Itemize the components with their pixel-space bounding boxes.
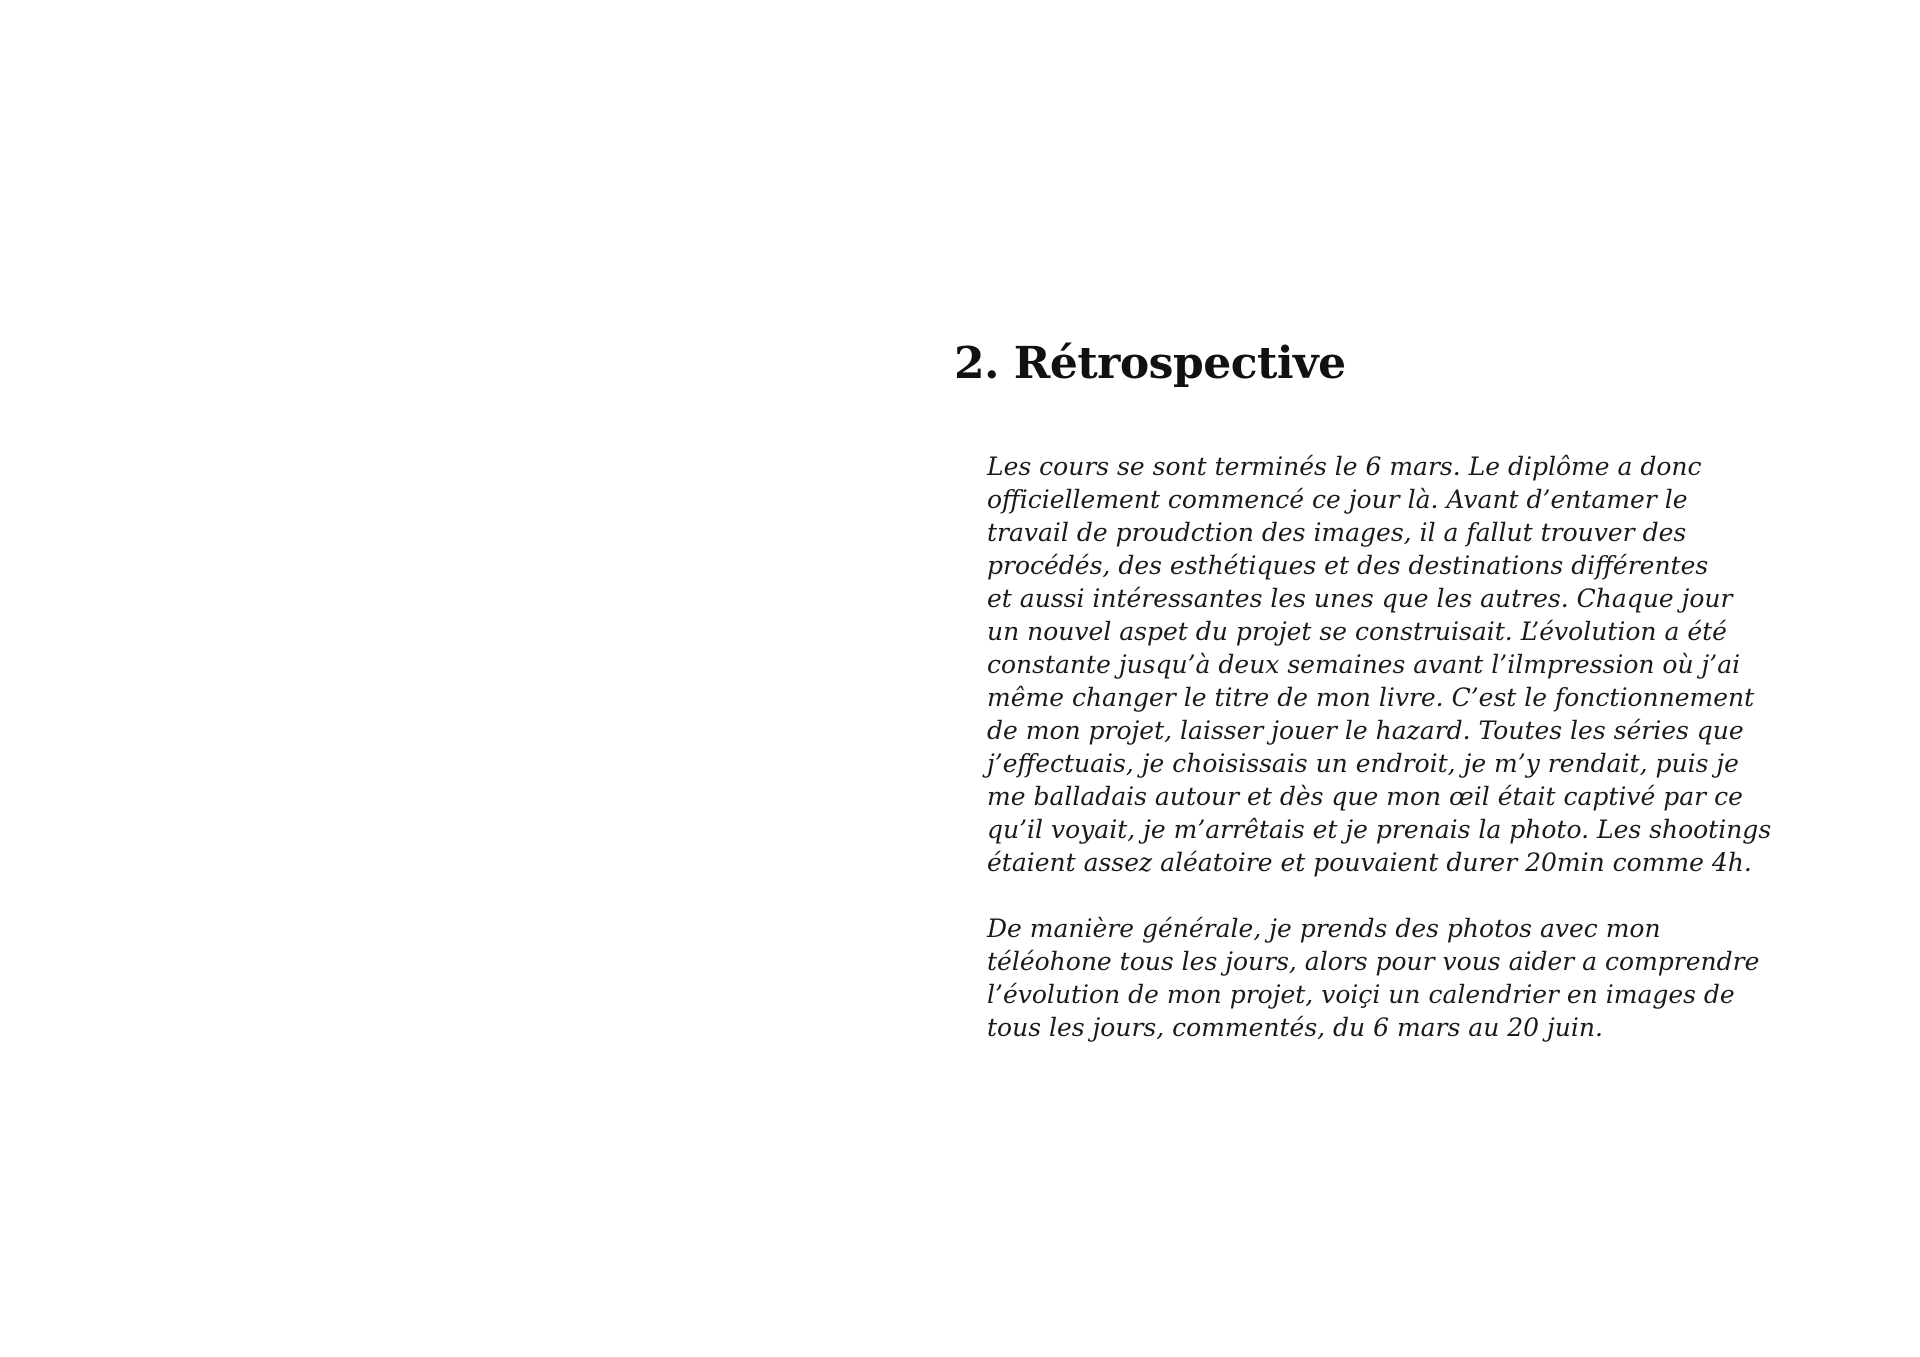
text-line: procédés, des esthétiques et des destinations différentes <box>987 551 1709 580</box>
text-line: étaient assez aléatoire et pouvaient durer 20min comme 4h. <box>987 848 1752 877</box>
text-line: travail de proudction des images, il a fallut trouver des <box>987 518 1687 547</box>
body-text <box>987 450 1867 1044</box>
section-title: 2. Rétrospective <box>954 338 1346 389</box>
text-line: j’effectuais, je choisissais un endroit, je m’y rendait, puis je <box>987 749 1739 778</box>
paragraph-intro <box>987 450 1867 879</box>
text-line: officiellement commencé ce jour là. Avant d’entamer le <box>987 485 1688 514</box>
text-line: qu’il voyait, je m’arrêtais et je prenais la photo. Les shootings <box>987 815 1772 844</box>
text-line: même changer le titre de mon livre. C’est le fonctionnement <box>987 683 1755 712</box>
text-line: téléohone tous les jours, alors pour vous aider a comprendre <box>987 947 1760 976</box>
text-line: De manière générale, je prends des photos avec mon <box>987 914 1661 943</box>
paragraph-calendar <box>987 912 1867 1044</box>
text-line: Les cours se sont terminés le 6 mars. Le diplôme a donc <box>987 452 1702 481</box>
text-line: et aussi intéressantes les unes que les autres. Chaque jour <box>987 584 1733 613</box>
text-line: un nouvel aspet du projet se construisait. L’évolution a été <box>987 617 1727 646</box>
text-line: constante jusqu’à deux semaines avant l’ilmpression où j’ai <box>987 650 1741 679</box>
text-line: me balladais autour et dès que mon œil était captivé par ce <box>987 782 1743 811</box>
text-line: tous les jours, commentés, du 6 mars au 20 juin. <box>987 1013 1603 1042</box>
text-line: de mon projet, laisser jouer le hazard. Toutes les séries que <box>987 716 1744 745</box>
text-line: l’évolution de mon projet, voiçi un calendrier en images de <box>987 980 1735 1009</box>
